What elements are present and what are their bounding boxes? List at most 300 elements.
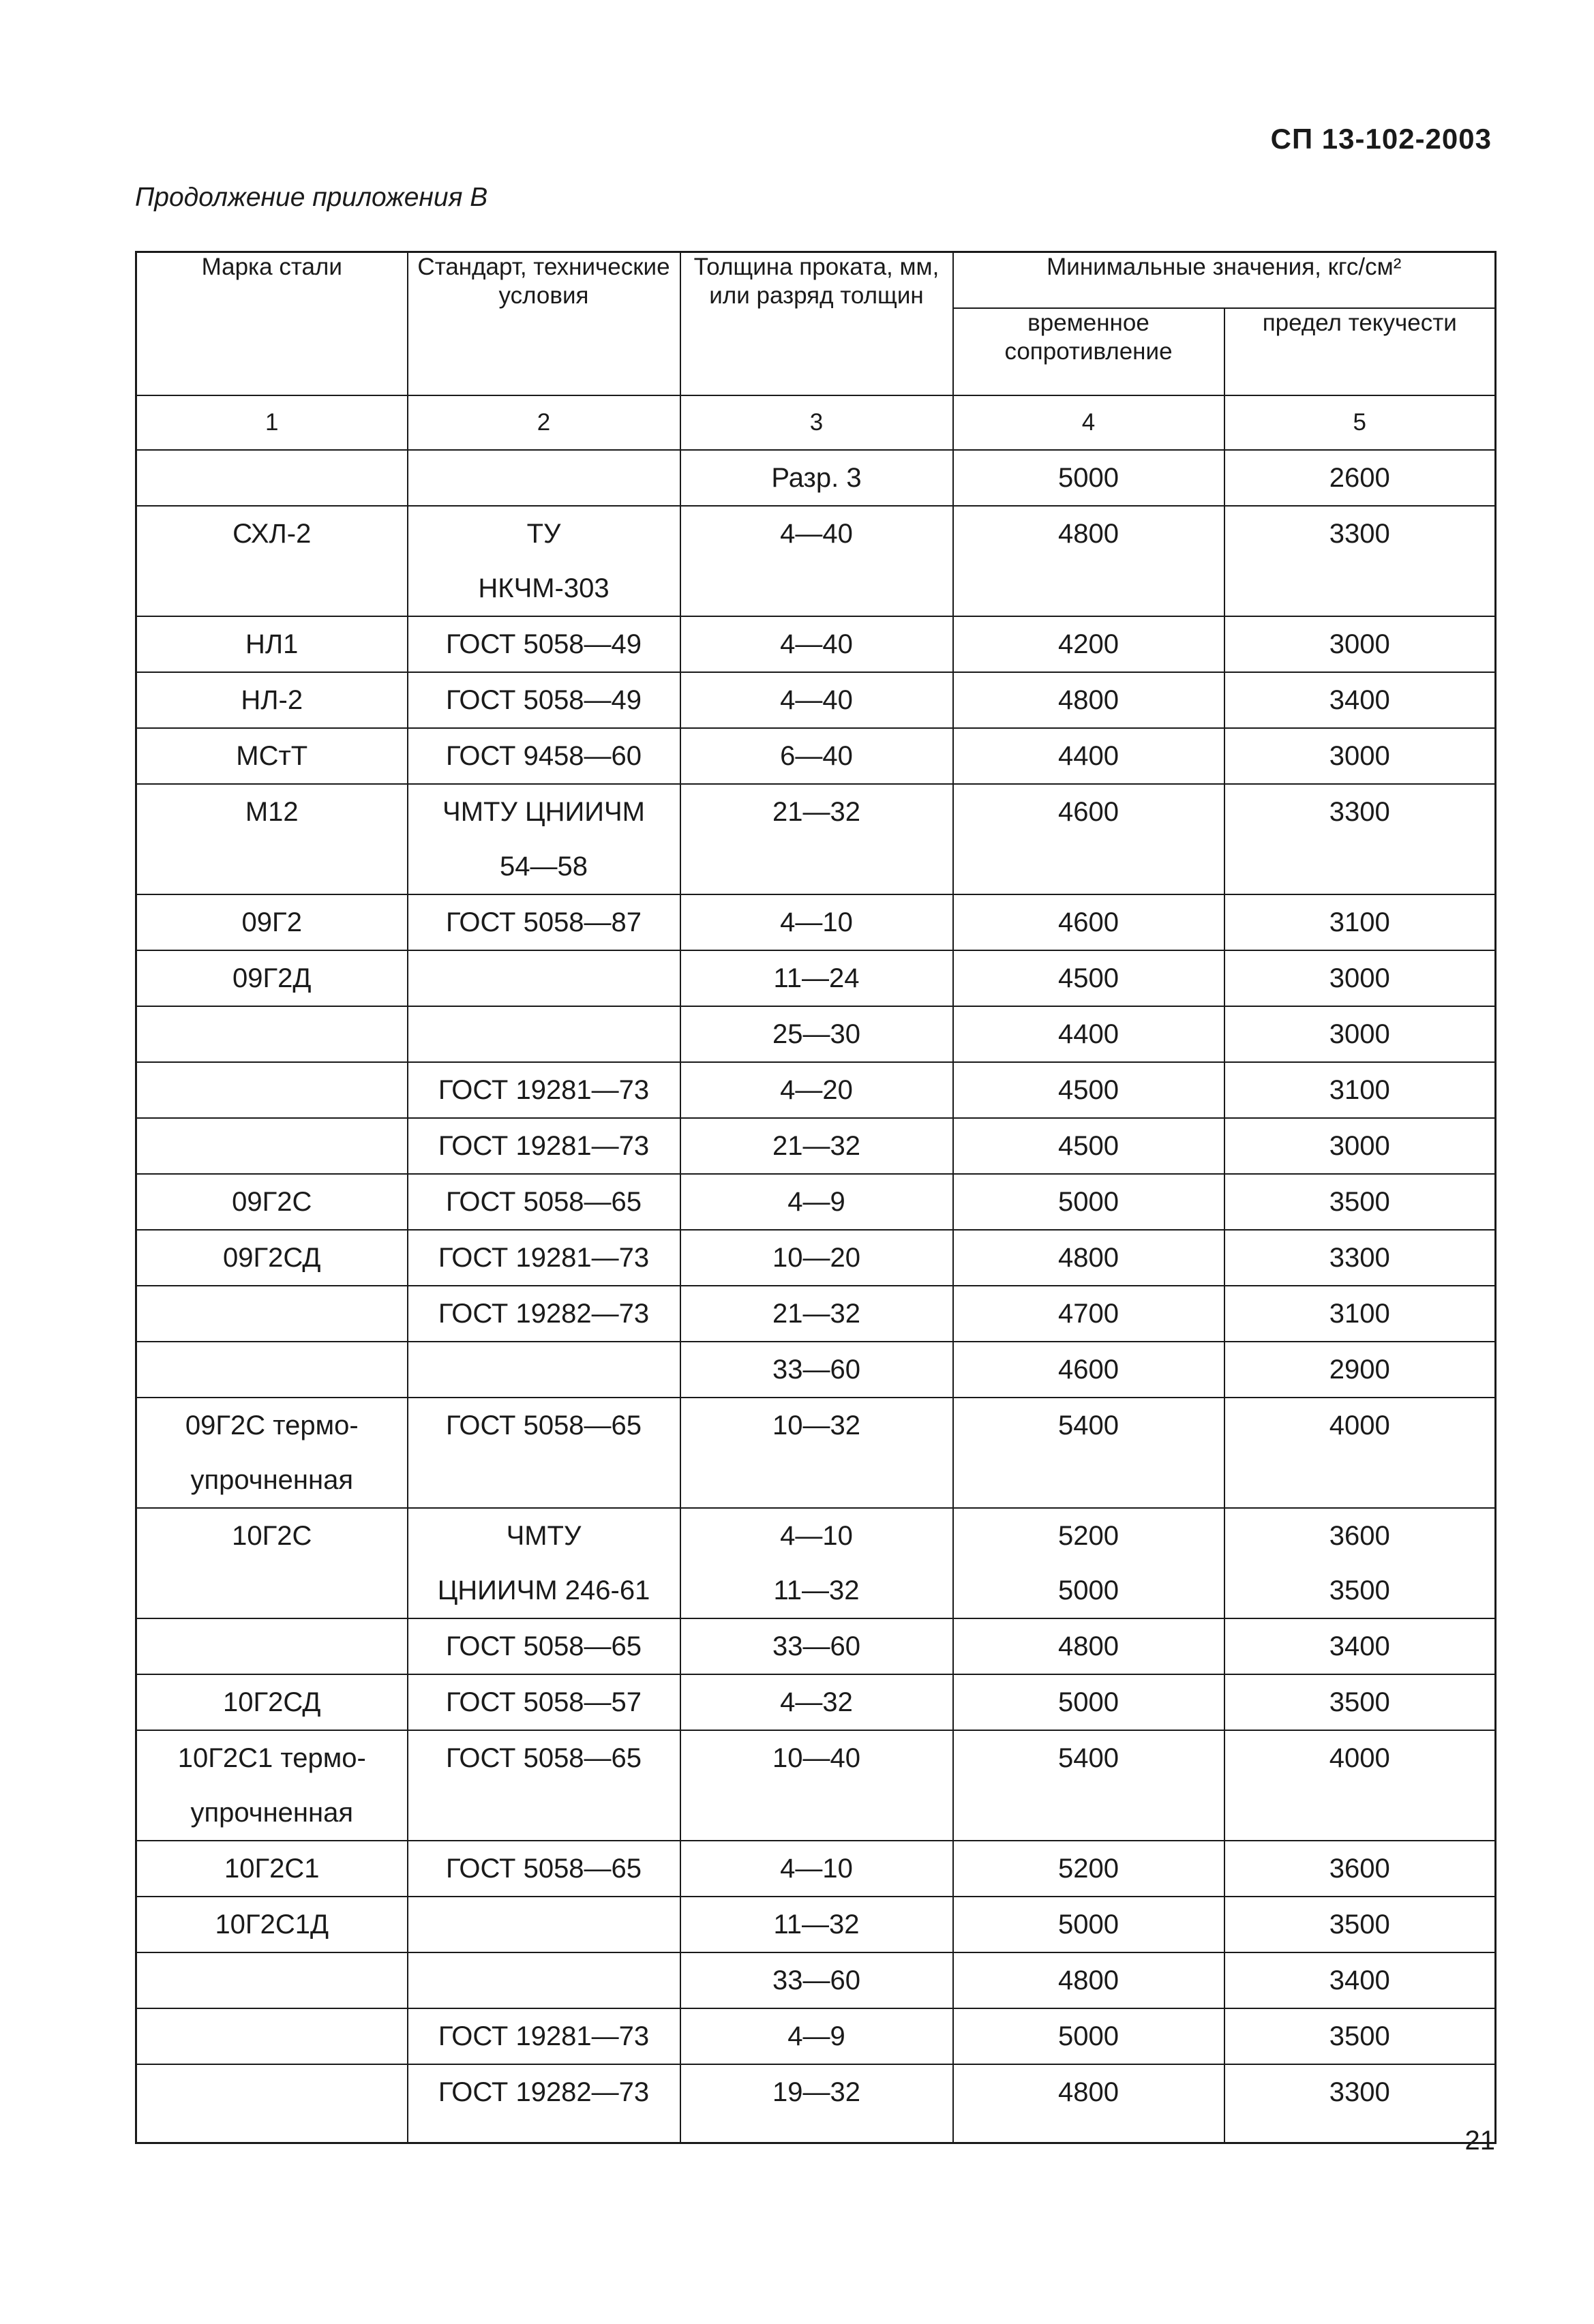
thickness-cell — [680, 1174, 953, 1230]
thickness-cell — [680, 784, 953, 894]
cell-text: 3400 — [1329, 684, 1390, 715]
cell-text: 21—32 — [772, 1298, 860, 1329]
cell-text: 3300 — [1329, 2077, 1390, 2107]
tensile-strength-cell — [953, 1230, 1224, 1286]
grade-cell — [136, 784, 408, 894]
table-row — [136, 672, 1496, 728]
cell-text: 11—32 — [773, 1909, 860, 1940]
cell-text: 3500 — [1329, 1687, 1390, 1717]
cell-text: ГОСТ 5058—87 — [445, 907, 642, 937]
standard-cell — [408, 1618, 680, 1674]
grade-cell — [136, 450, 408, 506]
table-header — [136, 252, 1496, 450]
cell-text — [137, 1953, 407, 2008]
table-row — [136, 728, 1496, 784]
standard-cell — [408, 1342, 680, 1398]
tensile-strength-cell — [953, 728, 1224, 784]
thickness-cell — [680, 1730, 953, 1841]
document-code: СП 13-102-2003 — [1270, 123, 1492, 155]
cell-text — [954, 1453, 1224, 1507]
cell-text: 2900 — [1329, 1354, 1390, 1385]
yield-point-cell — [1224, 1508, 1496, 1618]
cell-text: СХЛ-2 — [232, 518, 312, 549]
cell-text: 3400 — [1329, 1965, 1390, 1995]
cell-text: 33—60 — [772, 1631, 860, 1661]
cell-text: 4800 — [1058, 2077, 1119, 2107]
standard-cell — [408, 950, 680, 1006]
cell-text: 5400 — [1058, 1742, 1119, 1773]
cell-text: упрочненная — [190, 1464, 354, 1495]
standard-cell — [408, 1174, 680, 1230]
cell-text — [408, 1007, 680, 1061]
grade-cell — [136, 1398, 408, 1508]
cell-text: 4—9 — [787, 2021, 845, 2051]
cell-text: ГОСТ 19281—73 — [438, 1242, 650, 1273]
cell-text: ГОСТ 19282—73 — [438, 2077, 650, 2107]
tensile-strength-cell — [953, 1118, 1224, 1174]
cell-text: 10Г2С1Д — [215, 1909, 329, 1940]
cell-text: 09Г2Д — [232, 963, 312, 993]
thickness-cell — [680, 1342, 953, 1398]
table-row — [136, 950, 1496, 1006]
grade-cell — [136, 1174, 408, 1230]
cell-text: 3300 — [1329, 518, 1390, 549]
cell-text — [681, 561, 952, 616]
standard-cell — [408, 672, 680, 728]
column-number: 2 — [408, 395, 680, 450]
yield-point-cell — [1224, 1730, 1496, 1841]
cell-text: 4500 — [1058, 963, 1119, 993]
tensile-strength-cell — [953, 1398, 1224, 1508]
yield-point-cell — [1224, 950, 1496, 1006]
cell-text — [954, 839, 1224, 894]
standard-cell — [408, 1286, 680, 1342]
cell-text: 3300 — [1329, 1242, 1390, 1273]
cell-text: упрочненная — [190, 1797, 354, 1828]
standard-cell — [408, 1897, 680, 1952]
cell-text: 3100 — [1329, 1074, 1390, 1105]
table-row — [136, 1006, 1496, 1062]
thickness-cell — [680, 1006, 953, 1062]
cell-text: 19—32 — [772, 2077, 860, 2107]
table-row — [136, 1841, 1496, 1897]
grade-cell — [136, 1230, 408, 1286]
cell-text: 10Г2С1 — [224, 1853, 320, 1884]
cell-text: 3500 — [1329, 1186, 1390, 1217]
cell-text: 10Г2С1 термо- — [177, 1742, 366, 1773]
cell-text: 54—58 — [500, 851, 588, 881]
standard-cell — [408, 1398, 680, 1508]
cell-text: ГОСТ 5058—49 — [445, 684, 642, 715]
standard-cell — [408, 784, 680, 894]
standard-cell — [408, 1006, 680, 1062]
cell-text: 4000 — [1329, 1742, 1390, 1773]
yield-point-cell — [1224, 728, 1496, 784]
cell-text: 5000 — [1058, 1575, 1119, 1605]
tensile-strength-cell — [953, 1286, 1224, 1342]
tensile-strength-cell — [953, 616, 1224, 672]
table-row — [136, 784, 1496, 894]
cell-text: 3300 — [1329, 796, 1390, 827]
cell-text: 09Г2СД — [223, 1242, 321, 1273]
cell-text: 10—32 — [772, 1410, 860, 1440]
cell-text: 33—60 — [772, 1965, 860, 1995]
grade-cell — [136, 728, 408, 784]
thickness-cell — [680, 450, 953, 506]
cell-text: ГОСТ 19281—73 — [438, 1130, 650, 1161]
cell-text: 2600 — [1329, 462, 1390, 493]
header-thickness: Толщина проката, мм, или разряд толщин — [680, 252, 953, 395]
yield-point-cell — [1224, 2008, 1496, 2064]
cell-text — [137, 451, 407, 505]
cell-text — [137, 1007, 407, 1061]
table-row — [136, 1342, 1496, 1398]
thickness-cell — [680, 1674, 953, 1730]
header-grade: Марка стали — [136, 252, 408, 395]
cell-text: 4800 — [1058, 1965, 1119, 1995]
cell-text — [137, 2009, 407, 2064]
cell-text — [137, 839, 407, 894]
standard-cell — [408, 1730, 680, 1841]
grade-cell — [136, 1618, 408, 1674]
cell-text — [408, 1897, 680, 1952]
cell-text: 09Г2С — [232, 1186, 312, 1217]
yield-point-cell — [1224, 1674, 1496, 1730]
cell-text — [1225, 1453, 1495, 1507]
appendix-continuation-title: Продолжение приложения В — [135, 183, 488, 212]
table-row — [136, 1118, 1496, 1174]
cell-text: 4—40 — [780, 684, 853, 715]
column-number-row — [136, 395, 1496, 450]
cell-text: ГОСТ 5058—57 — [445, 1687, 642, 1717]
cell-text — [1225, 561, 1495, 616]
cell-text — [408, 951, 680, 1006]
thickness-cell — [680, 672, 953, 728]
grade-cell — [136, 1897, 408, 1952]
tensile-strength-cell — [953, 1508, 1224, 1618]
cell-text — [137, 1119, 407, 1173]
grade-cell — [136, 1508, 408, 1618]
tensile-strength-cell — [953, 1174, 1224, 1230]
standard-cell — [408, 1841, 680, 1897]
cell-text: ЧМТУ — [506, 1520, 582, 1551]
cell-text — [408, 1453, 680, 1507]
table-row — [136, 1062, 1496, 1118]
cell-text: ТУ — [526, 518, 561, 549]
yield-point-cell — [1224, 616, 1496, 672]
yield-point-cell — [1224, 450, 1496, 506]
yield-point-cell — [1224, 1062, 1496, 1118]
grade-cell — [136, 1062, 408, 1118]
standard-cell — [408, 1674, 680, 1730]
thickness-cell — [680, 894, 953, 950]
tensile-strength-cell — [953, 1841, 1224, 1897]
thickness-cell — [680, 1118, 953, 1174]
tensile-strength-cell — [953, 950, 1224, 1006]
table-row — [136, 1174, 1496, 1230]
thickness-cell — [680, 1398, 953, 1508]
yield-point-cell — [1224, 894, 1496, 950]
grade-cell — [136, 1730, 408, 1841]
cell-text: ГОСТ 5058—65 — [445, 1742, 642, 1773]
grade-cell — [136, 2064, 408, 2143]
cell-text — [408, 1953, 680, 2008]
cell-text — [408, 1342, 680, 1397]
table-row — [136, 1286, 1496, 1342]
yield-point-cell — [1224, 1897, 1496, 1952]
tensile-strength-cell — [953, 1342, 1224, 1398]
thickness-cell — [680, 728, 953, 784]
header-standard: Стандарт, технические условия — [408, 252, 680, 395]
tensile-strength-cell — [953, 1952, 1224, 2008]
tensile-strength-cell — [953, 2064, 1224, 2143]
cell-text: 4—20 — [780, 1074, 853, 1105]
cell-text: 3100 — [1329, 1298, 1390, 1329]
standard-cell — [408, 506, 680, 616]
table-row — [136, 1897, 1496, 1952]
cell-text: 4—40 — [780, 518, 853, 549]
cell-text: 4200 — [1058, 629, 1119, 659]
tensile-strength-cell — [953, 1730, 1224, 1841]
cell-text: 4—9 — [787, 1186, 845, 1217]
cell-text — [137, 1063, 407, 1117]
yield-point-cell — [1224, 1286, 1496, 1342]
cell-text: ЦНИИЧМ 246-61 — [437, 1575, 650, 1605]
grade-cell — [136, 1674, 408, 1730]
cell-text: 4500 — [1058, 1130, 1119, 1161]
yield-point-cell — [1224, 784, 1496, 894]
standard-cell — [408, 2064, 680, 2143]
cell-text: 5000 — [1058, 462, 1119, 493]
cell-text: 4000 — [1329, 1410, 1390, 1440]
cell-text: 21—32 — [772, 796, 860, 827]
yield-point-cell — [1224, 1342, 1496, 1398]
cell-text: 3400 — [1329, 1631, 1390, 1661]
cell-text — [954, 561, 1224, 616]
grade-cell — [136, 894, 408, 950]
standard-cell — [408, 1118, 680, 1174]
standard-cell — [408, 616, 680, 672]
cell-text: 25—30 — [772, 1018, 860, 1049]
column-number: 4 — [953, 395, 1224, 450]
yield-point-cell — [1224, 1118, 1496, 1174]
cell-text: 5000 — [1058, 1186, 1119, 1217]
cell-text: 3500 — [1329, 1575, 1390, 1605]
cell-text: 10—40 — [772, 1742, 860, 1773]
tensile-strength-cell — [953, 894, 1224, 950]
tensile-strength-cell — [953, 2008, 1224, 2064]
table-row — [136, 1230, 1496, 1286]
steel-properties-table — [135, 251, 1497, 2144]
table-row — [136, 1952, 1496, 2008]
table-row — [136, 450, 1496, 506]
tensile-strength-cell — [953, 1674, 1224, 1730]
thickness-cell — [680, 1230, 953, 1286]
cell-text: 3500 — [1329, 2021, 1390, 2051]
cell-text: 4—32 — [780, 1687, 853, 1717]
standard-cell — [408, 728, 680, 784]
cell-text: 6—40 — [780, 740, 853, 771]
thickness-cell — [680, 616, 953, 672]
cell-text: 3000 — [1329, 963, 1390, 993]
header-tensile-strength: временное сопротивление — [953, 308, 1224, 395]
cell-text: НЛ-2 — [241, 684, 303, 715]
cell-text — [137, 1563, 407, 1618]
cell-text: 33—60 — [772, 1354, 860, 1385]
column-number: 5 — [1224, 395, 1496, 450]
tensile-strength-cell — [953, 506, 1224, 616]
yield-point-cell — [1224, 1006, 1496, 1062]
standard-cell — [408, 1508, 680, 1618]
cell-text — [681, 839, 952, 894]
cell-text: 4—10 — [780, 1853, 853, 1884]
tensile-strength-cell — [953, 450, 1224, 506]
cell-text — [408, 1785, 680, 1840]
cell-text — [137, 561, 407, 616]
cell-text: 3000 — [1329, 629, 1390, 659]
tensile-strength-cell — [953, 1006, 1224, 1062]
thickness-cell — [680, 1618, 953, 1674]
grade-cell — [136, 2008, 408, 2064]
thickness-cell — [680, 1508, 953, 1618]
standard-cell — [408, 2008, 680, 2064]
cell-text: 5400 — [1058, 1410, 1119, 1440]
yield-point-cell — [1224, 2064, 1496, 2143]
tensile-strength-cell — [953, 784, 1224, 894]
thickness-cell — [680, 1952, 953, 2008]
table-row — [136, 894, 1496, 950]
cell-text: ЧМТУ ЦНИИЧМ — [442, 796, 645, 827]
yield-point-cell — [1224, 506, 1496, 616]
table-row — [136, 506, 1496, 616]
yield-point-cell — [1224, 1841, 1496, 1897]
cell-text: 4600 — [1058, 796, 1119, 827]
grade-cell — [136, 616, 408, 672]
grade-cell — [136, 672, 408, 728]
standard-cell — [408, 1952, 680, 2008]
cell-text: ГОСТ 5058—65 — [445, 1631, 642, 1661]
cell-text: МСтТ — [236, 740, 308, 771]
header-yield-point: предел текучести — [1224, 308, 1496, 395]
yield-point-cell — [1224, 1230, 1496, 1286]
cell-text: 4500 — [1058, 1074, 1119, 1105]
cell-text — [681, 1785, 952, 1840]
grade-cell — [136, 1342, 408, 1398]
cell-text: 3600 — [1329, 1520, 1390, 1551]
cell-text: 4800 — [1058, 1242, 1119, 1273]
cell-text — [1225, 839, 1495, 894]
tensile-strength-cell — [953, 672, 1224, 728]
cell-text — [408, 451, 680, 505]
cell-text: 3000 — [1329, 1130, 1390, 1161]
table-row — [136, 1398, 1496, 1508]
thickness-cell — [680, 2008, 953, 2064]
yield-point-cell — [1224, 1398, 1496, 1508]
column-number: 1 — [136, 395, 408, 450]
cell-text: 11—32 — [773, 1575, 860, 1605]
cell-text: 09Г2С термо- — [185, 1410, 359, 1440]
cell-text: 10Г2С — [232, 1520, 312, 1551]
page-number: 21 — [1464, 2126, 1495, 2156]
cell-text: 3500 — [1329, 1909, 1390, 1940]
cell-text: ГОСТ 5058—65 — [445, 1186, 642, 1217]
cell-text: Разр. 3 — [771, 462, 862, 493]
cell-text: 5000 — [1058, 2021, 1119, 2051]
cell-text: 4400 — [1058, 740, 1119, 771]
column-number: 3 — [680, 395, 953, 450]
cell-text: 4600 — [1058, 907, 1119, 937]
cell-text: 3000 — [1329, 740, 1390, 771]
cell-text: 5000 — [1058, 1687, 1119, 1717]
cell-text: ГОСТ 5058—65 — [445, 1853, 642, 1884]
table-row — [136, 616, 1496, 672]
standard-cell — [408, 1230, 680, 1286]
cell-text — [1225, 1785, 1495, 1840]
grade-cell — [136, 1118, 408, 1174]
table-body — [136, 450, 1496, 2143]
cell-text: 5200 — [1058, 1853, 1119, 1884]
thickness-cell — [680, 950, 953, 1006]
standard-cell — [408, 450, 680, 506]
cell-text: ГОСТ 5058—65 — [445, 1410, 642, 1440]
thickness-cell — [680, 1286, 953, 1342]
grade-cell — [136, 950, 408, 1006]
table-row — [136, 1730, 1496, 1841]
cell-text: 3600 — [1329, 1853, 1390, 1884]
cell-text: 09Г2 — [241, 907, 302, 937]
tensile-strength-cell — [953, 1897, 1224, 1952]
cell-text: 5000 — [1058, 1909, 1119, 1940]
thickness-cell — [680, 2064, 953, 2143]
cell-text — [954, 1785, 1224, 1840]
yield-point-cell — [1224, 1618, 1496, 1674]
cell-text — [137, 1342, 407, 1397]
standard-cell — [408, 894, 680, 950]
cell-text: НКЧМ-303 — [478, 573, 610, 603]
thickness-cell — [680, 1841, 953, 1897]
cell-text: 4700 — [1058, 1298, 1119, 1329]
table-row — [136, 2008, 1496, 2064]
cell-text: 10Г2СД — [223, 1687, 321, 1717]
grade-cell — [136, 1286, 408, 1342]
cell-text: 3100 — [1329, 907, 1390, 937]
table-row — [136, 1618, 1496, 1674]
cell-text — [137, 1286, 407, 1341]
cell-text — [137, 2065, 407, 2119]
cell-text: ГОСТ 19281—73 — [438, 1074, 650, 1105]
grade-cell — [136, 1952, 408, 2008]
grade-cell — [136, 1006, 408, 1062]
table-row — [136, 2064, 1496, 2143]
cell-text: 11—24 — [773, 963, 860, 993]
cell-text: 4800 — [1058, 1631, 1119, 1661]
cell-text: 4—40 — [780, 629, 853, 659]
standard-cell — [408, 1062, 680, 1118]
cell-text: 21—32 — [772, 1130, 860, 1161]
grade-cell — [136, 1841, 408, 1897]
cell-text: ГОСТ 19281—73 — [438, 2021, 650, 2051]
cell-text: ГОСТ 19282—73 — [438, 1298, 650, 1329]
cell-text — [137, 1619, 407, 1674]
grade-cell — [136, 506, 408, 616]
cell-text: 3000 — [1329, 1018, 1390, 1049]
thickness-cell — [680, 506, 953, 616]
cell-text: М12 — [245, 796, 299, 827]
tensile-strength-cell — [953, 1618, 1224, 1674]
yield-point-cell — [1224, 672, 1496, 728]
cell-text: НЛ1 — [245, 629, 299, 659]
yield-point-cell — [1224, 1174, 1496, 1230]
